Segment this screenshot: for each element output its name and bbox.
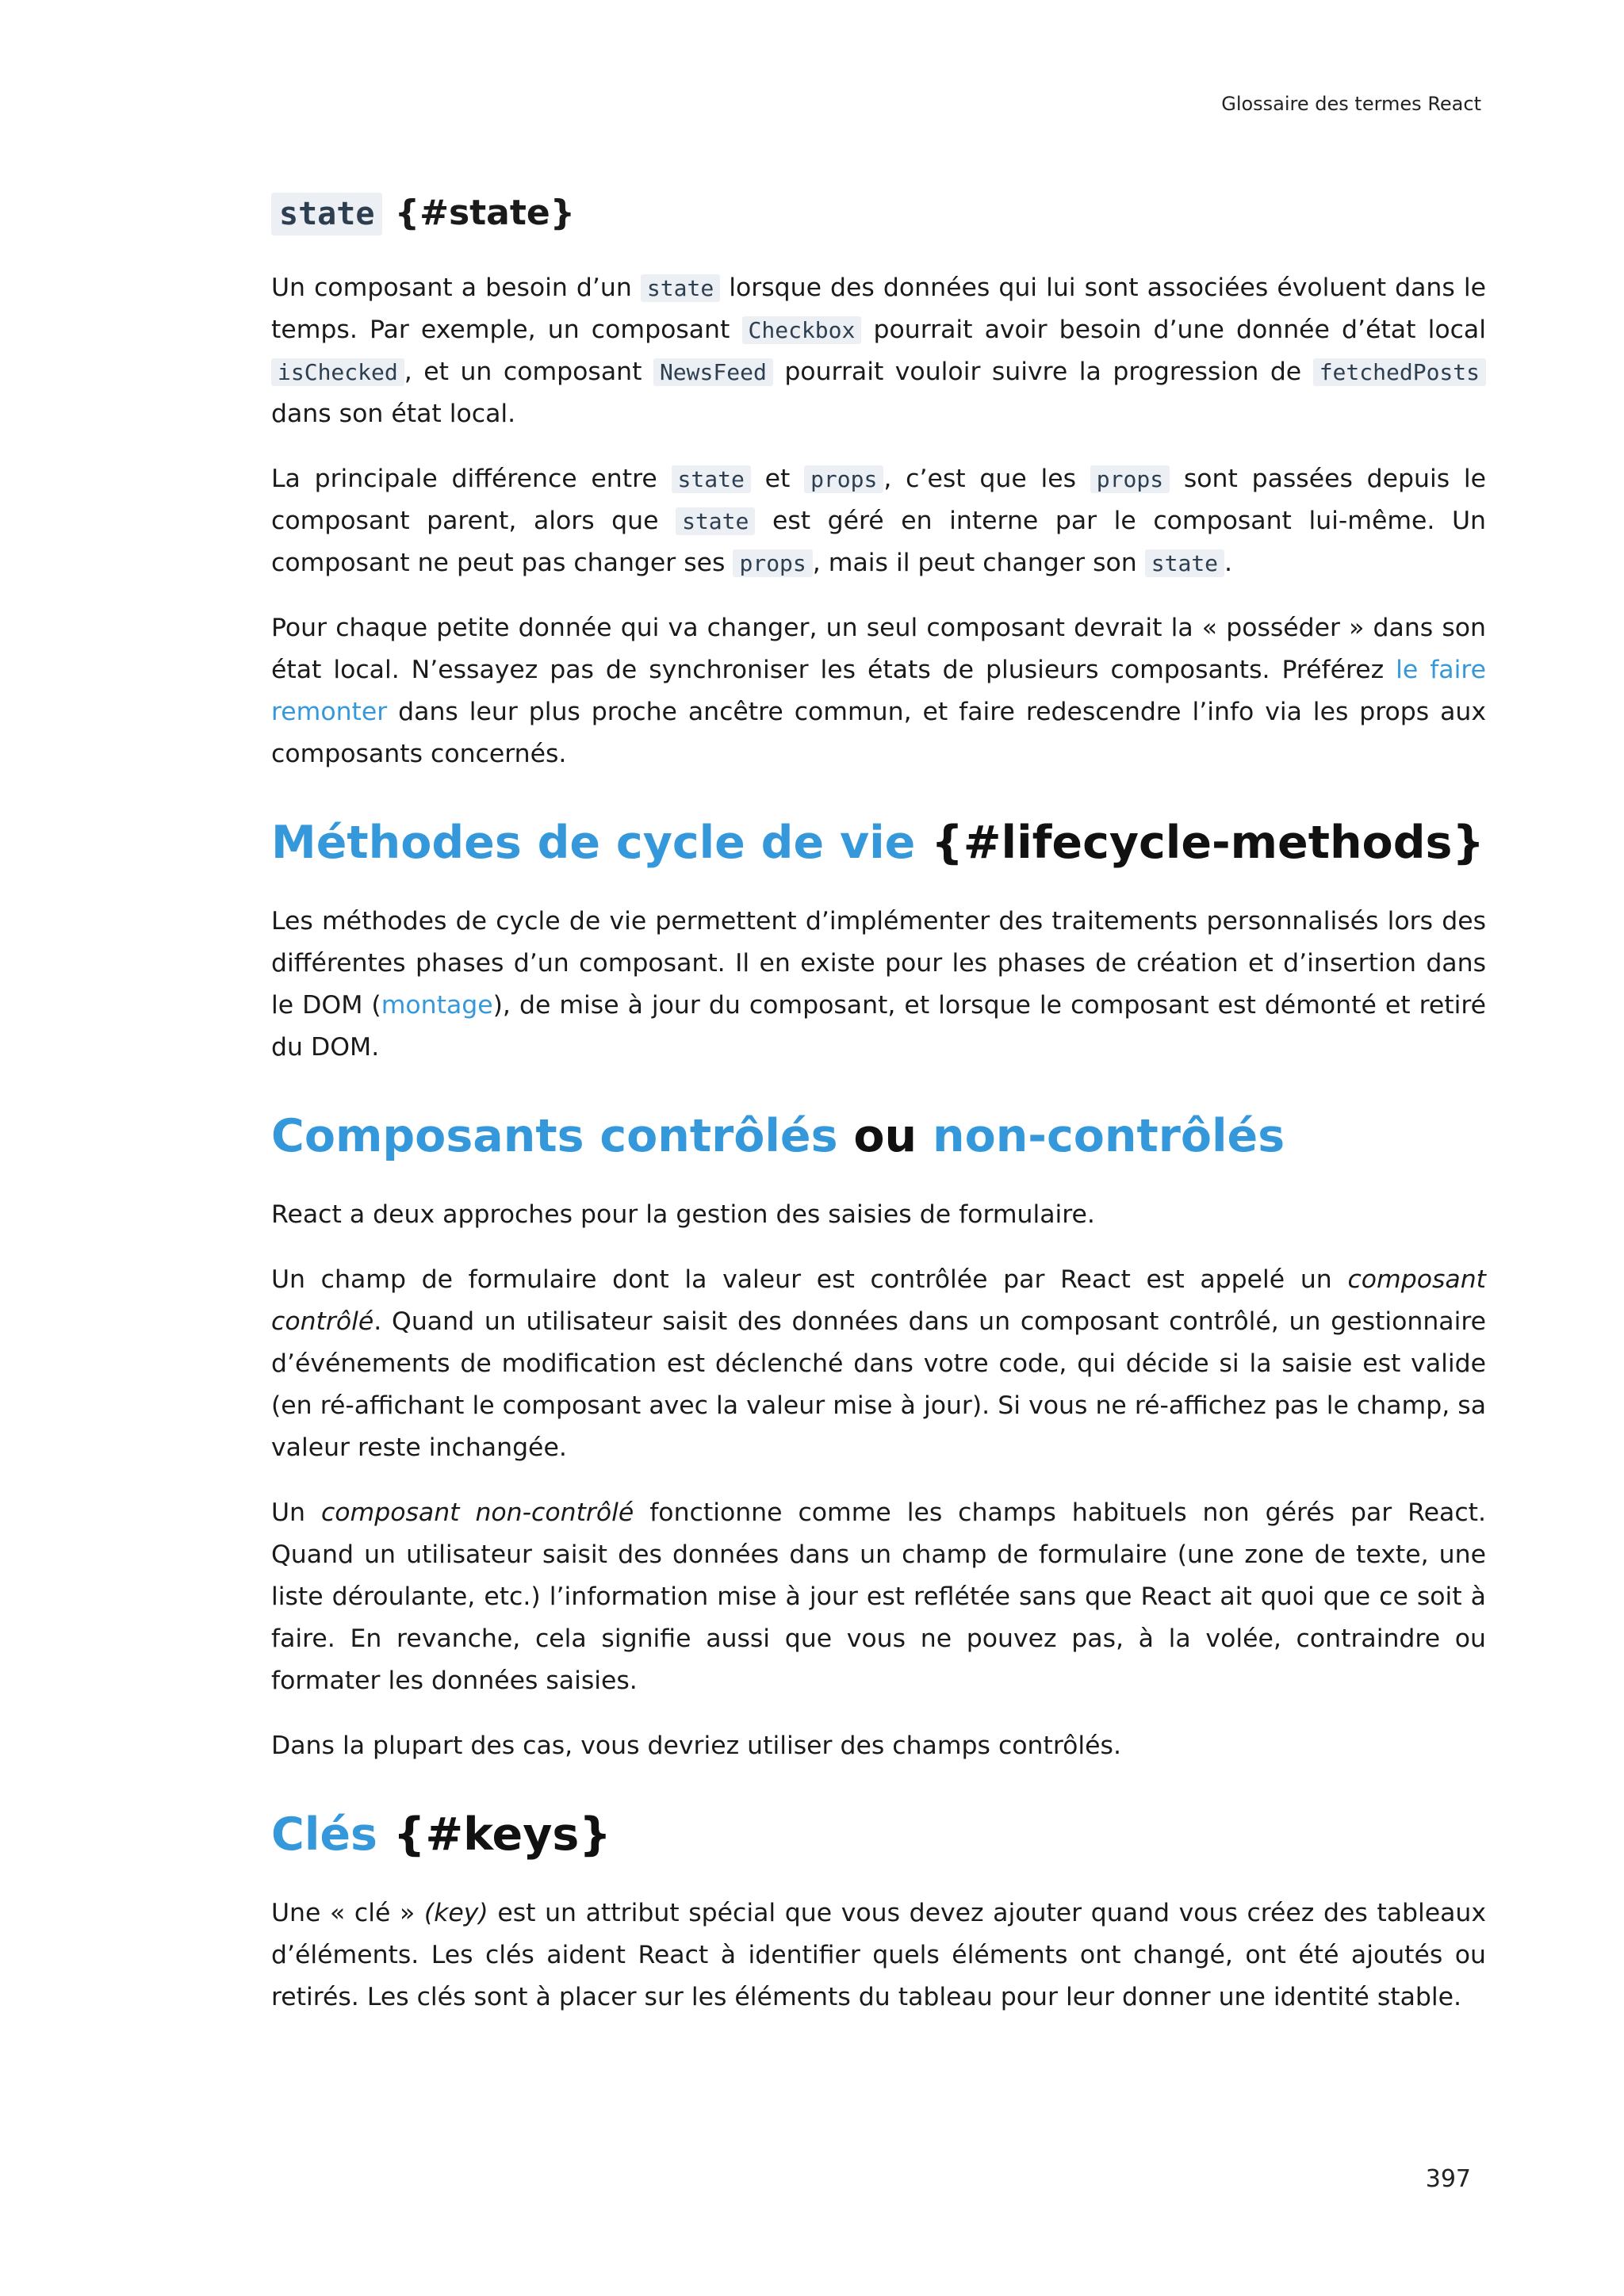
text-run: , c’est que les bbox=[883, 465, 1077, 493]
inline-code: props bbox=[804, 465, 883, 493]
text-run: , mais il peut changer son bbox=[812, 549, 1137, 577]
text-run: . bbox=[1224, 549, 1233, 577]
state-heading bbox=[271, 187, 1486, 240]
state-paragraph-1 bbox=[271, 267, 1486, 435]
text-run: , et un composant bbox=[404, 358, 642, 386]
controlled-paragraph-1: React a deux approches pour la gestion des saisies de formulaire. bbox=[271, 1200, 1095, 1229]
inline-code: NewsFeed bbox=[653, 358, 773, 386]
text-run: sont passées depuis le composant parent, alors que bbox=[271, 465, 1487, 535]
state-paragraph-3 bbox=[271, 607, 1486, 775]
lifecycle-heading-anchor: {#lifecycle-methods} bbox=[931, 817, 1485, 869]
keys-heading bbox=[271, 1804, 1486, 1866]
emphasis: composant non-contrôlé bbox=[320, 1498, 634, 1527]
text-run: lorsque des données qui lui sont associées évoluent dans le temps. Par exemple, un composant bbox=[271, 274, 1486, 344]
controlled-paragraph-4: Dans la plupart des cas, vous devriez utiliser des champs contrôlés. bbox=[271, 1732, 1121, 1760]
controlled-paragraph-3 bbox=[271, 1492, 1486, 1702]
text-run: est géré en interne par le composant lui-même. Un composant ne peut pas changer ses bbox=[271, 507, 1487, 577]
keys-heading-title: Clés bbox=[271, 1808, 377, 1861]
inline-code: state bbox=[676, 507, 755, 535]
text-run: . Quand un utilisateur saisit des données dans un composant contrôlé, un gestionnaire d’événements de modification est déclenché dans votre code, qui décide si la saisie est valide (en ré-affichant le composant avec la valeur mise à jour). Si vous ne ré-affichez pas le champ, sa valeur reste inchangée. bbox=[271, 1307, 1486, 1462]
lifecycle-heading-title: Méthodes de cycle de vie bbox=[271, 817, 916, 869]
mounting-link[interactable]: montage bbox=[381, 991, 493, 1020]
text-run: dans leur plus proche ancêtre commun, et faire redescendre l’info via les props aux composants concernés. bbox=[271, 698, 1487, 768]
inline-code: isChecked bbox=[271, 358, 404, 386]
page-content bbox=[271, 187, 1486, 2042]
controlled-heading-mid: ou bbox=[853, 1110, 917, 1162]
inline-code: state bbox=[641, 274, 720, 302]
controlled-heading-part-b: non-contrôlés bbox=[932, 1110, 1285, 1162]
controlled-heading-part-a: Composants contrôlés bbox=[271, 1110, 838, 1162]
text-run: est un attribut spécial que vous devez ajouter quand vous créez des tableaux d’éléments. Les clés aident React à identifier quels éléments ont changé, ont été ajoutés ou retirés. Les clés sont à placer sur les éléments du tableau pour leur donner une identité stable. bbox=[271, 1899, 1487, 2011]
inline-code: fetchedPosts bbox=[1313, 358, 1486, 386]
text-run: pourrait vouloir suivre la progression de bbox=[784, 358, 1302, 386]
text-run: La principale différence entre bbox=[271, 465, 657, 493]
text-run: Les méthodes de cycle de vie permettent d’implémenter des traitements personnalisés lors des différentes phases d’un composant. Il en existe pour les phases de création et d’insertion dans le DOM ( bbox=[271, 907, 1486, 1020]
text-run: Un champ de formulaire dont la valeur est contrôlée par React est appelé un bbox=[271, 1265, 1332, 1294]
inline-code: state bbox=[1145, 549, 1224, 577]
inline-code: state bbox=[672, 465, 751, 493]
text-run: Un composant a besoin d’un bbox=[271, 274, 632, 302]
state-heading-anchor: {#state} bbox=[394, 193, 576, 233]
text-run: ), de mise à jour du composant, et lorsque le composant est démonté et retiré du DOM. bbox=[271, 991, 1486, 1062]
keys-paragraph bbox=[271, 1892, 1486, 2019]
running-header: Glossaire des termes React bbox=[1221, 93, 1481, 115]
text-run: Un bbox=[271, 1498, 306, 1527]
inline-code: Checkbox bbox=[742, 316, 862, 344]
controlled-heading bbox=[271, 1105, 1486, 1167]
inline-code: props bbox=[733, 549, 812, 577]
text-run: fonctionne comme les champs habituels non gérés par React. Quand un utilisateur saisit des données dans un champ de formulaire (une zone de texte, une liste déroulante, etc.) l’information mise à jour est reflétée sans que React ait quoi que ce soit à faire. En revanche, cela signifie aussi que vous ne pouvez pas, à la volée, contraindre ou formater les données saisies. bbox=[271, 1498, 1487, 1695]
controlled-paragraph-2 bbox=[271, 1259, 1486, 1469]
lifting-state-up-link[interactable]: le faire remonter bbox=[271, 656, 1486, 726]
state-heading-code: state bbox=[271, 193, 382, 235]
page-number: 397 bbox=[1425, 2165, 1471, 2193]
text-run: Une « clé » bbox=[271, 1899, 416, 1927]
text-run: Pour chaque petite donnée qui va changer, un seul composant devrait la « posséder » dans son état local. N’essayez pas de synchroniser les états de plusieurs composants. Préférez bbox=[271, 614, 1486, 684]
lifecycle-paragraph bbox=[271, 901, 1486, 1069]
emphasis: composant contrôlé bbox=[271, 1265, 1487, 1336]
emphasis: (key) bbox=[423, 1899, 488, 1927]
text-run: et bbox=[764, 465, 791, 493]
state-paragraph-2 bbox=[271, 458, 1486, 584]
keys-heading-anchor: {#keys} bbox=[393, 1808, 611, 1861]
lifecycle-heading bbox=[271, 812, 1486, 874]
inline-code: props bbox=[1090, 465, 1170, 493]
text-run: dans son état local. bbox=[271, 400, 516, 428]
text-run: pourrait avoir besoin d’une donnée d’état local bbox=[873, 316, 1486, 344]
